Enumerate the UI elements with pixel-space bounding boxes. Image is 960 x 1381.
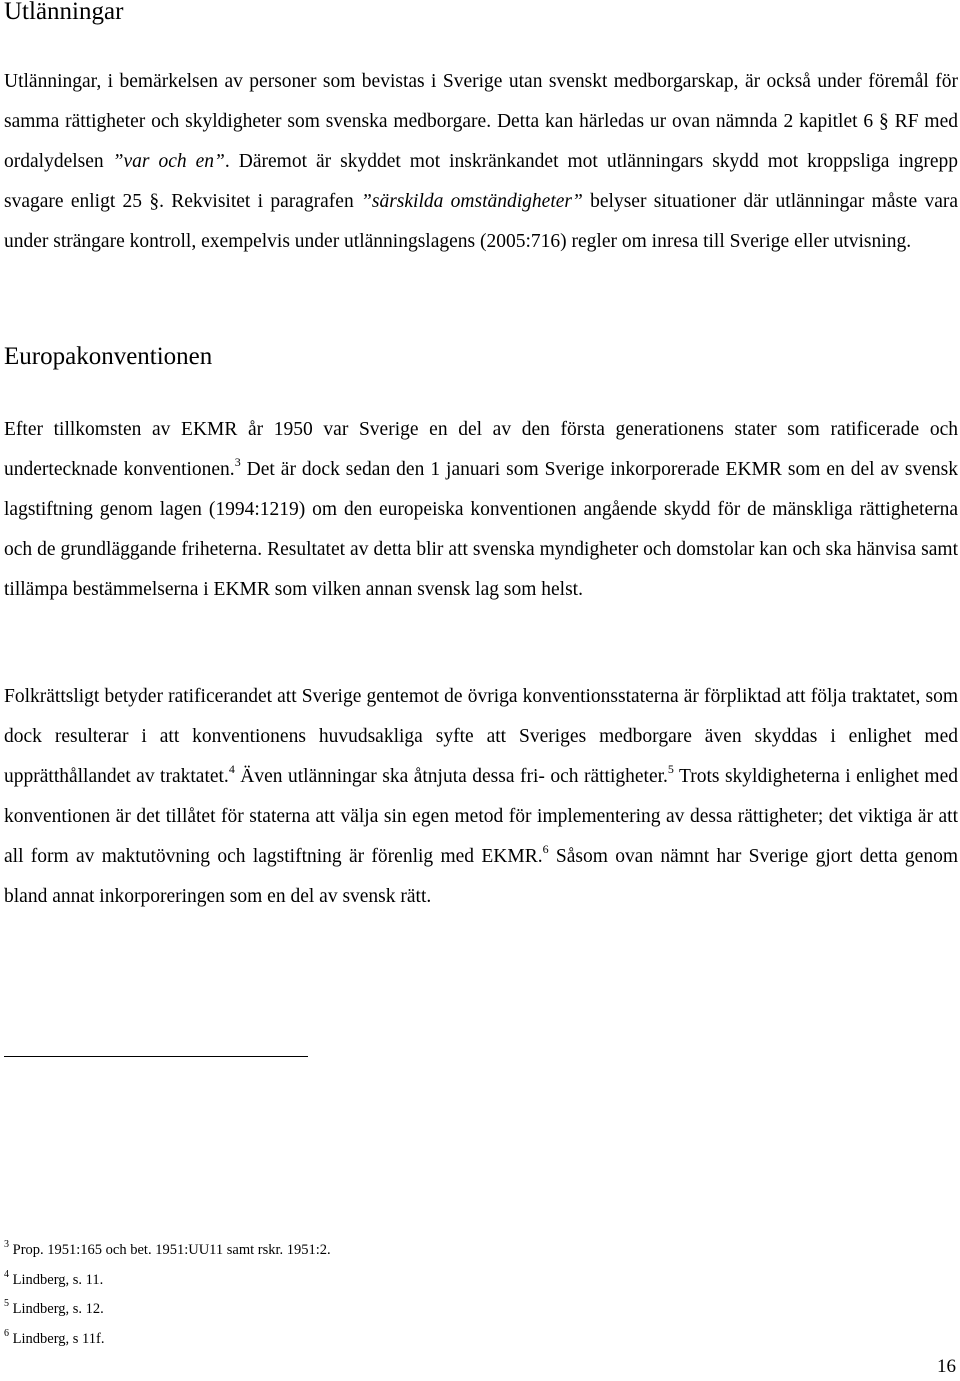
footnote-number: 3 [4, 1239, 9, 1250]
footnote-text: Lindberg, s. 12. [12, 1301, 104, 1317]
paragraph [4, 677, 958, 917]
footnote-separator [4, 1056, 308, 1057]
footnote-text: Lindberg, s. 11. [12, 1271, 104, 1288]
footnote-number: 4 [4, 1268, 9, 1280]
quoted-term: ”särskilda omständigheter” [361, 191, 583, 212]
paragraph [4, 62, 958, 262]
footnote-ref: 3 [234, 455, 241, 469]
text-run: Utlänningar, i bemärkelsen av personer som bevistas i Sverige utan svenskt medborgarskap, är också under föremål för samma rättigheter och skyldigheter som svenska medborgare. Detta kan härledas ur ovan nämnda 2 kapitlet 6 § RF med ordalydelsen [4, 71, 958, 172]
text-run: Efter tillkomsten av EKMR år 1950 var Sverige en del av den första generationens stater som ratificerade och undertecknade konventionen. [4, 419, 958, 480]
footnote-text: Lindberg, s 11f. [12, 1330, 105, 1347]
footnote-ref: 4 [228, 762, 235, 776]
text-run: Även utlänningar ska åtnjuta dessa fri- och rättigheter. [234, 766, 668, 787]
footnote [4, 1266, 331, 1296]
footnote-number: 5 [4, 1298, 9, 1309]
footnote [4, 1325, 331, 1355]
footnote [4, 1295, 331, 1325]
quoted-term: ”var och en” [112, 151, 225, 172]
text-run: . Däremot är skyddet mot inskränkandet mot utlänningars skydd mot kroppsliga ingrepp svagare enligt 25 §. Rekvisitet i paragrafen [4, 151, 959, 212]
footnote-ref: 6 [542, 842, 549, 856]
footnote-number: 6 [4, 1327, 9, 1339]
footnote-ref: 5 [667, 762, 674, 776]
footnotes [4, 1236, 331, 1354]
text-run: Folkrättsligt betyder ratificerandet att Sverige gentemot de övriga konventionsstaterna är förpliktad att följa traktatet, som dock resulterar i att konventionens huvudsakliga syfte att Sveriges medborgare även skyddas i enlighet med upprätthållandet av traktatet. [4, 686, 958, 787]
footnote [4, 1236, 331, 1266]
text-run: Trots skyldigheterna i enlighet med konventionen är det tillåtet för staterna att välja sin egen metod för implementering av dessa rättigheter; det viktiga är att all form av maktutövning och lagstiftning är förenlig med EKMR. [4, 766, 958, 867]
section-heading: Utlänningar [4, 0, 124, 25]
text-run: Såsom ovan nämnt har Sverige gjort detta genom bland annat inkorporeringen som en del av svensk rätt. [4, 846, 958, 907]
text-run: Det är dock sedan den 1 januari som Sverige inkorporerade EKMR som en del av svensk lagstiftning genom lagen (1994:1219) om den europeiska konventionen angående skydd för de mänskliga rättigheterna och de grundläggande friheterna. Resultatet av detta blir att svenska myndigheter och domstolar kan och ska hänvisa samt tillämpa bestämmelserna i EKMR som vilken annan svensk lag som helst. [4, 459, 958, 600]
text-run: belyser situationer där utlänningar måste vara under strängare kontroll, exempelvis under utlänningslagens (2005:716) regler om inresa till Sverige eller utvisning. [4, 191, 958, 252]
page-number: 16 [937, 1356, 956, 1377]
paragraph [4, 410, 958, 610]
footnote-text: Prop. 1951:165 och bet. 1951:UU11 samt rskr. 1951:2. [12, 1242, 331, 1258]
section-heading: Europakonventionen [4, 343, 213, 370]
